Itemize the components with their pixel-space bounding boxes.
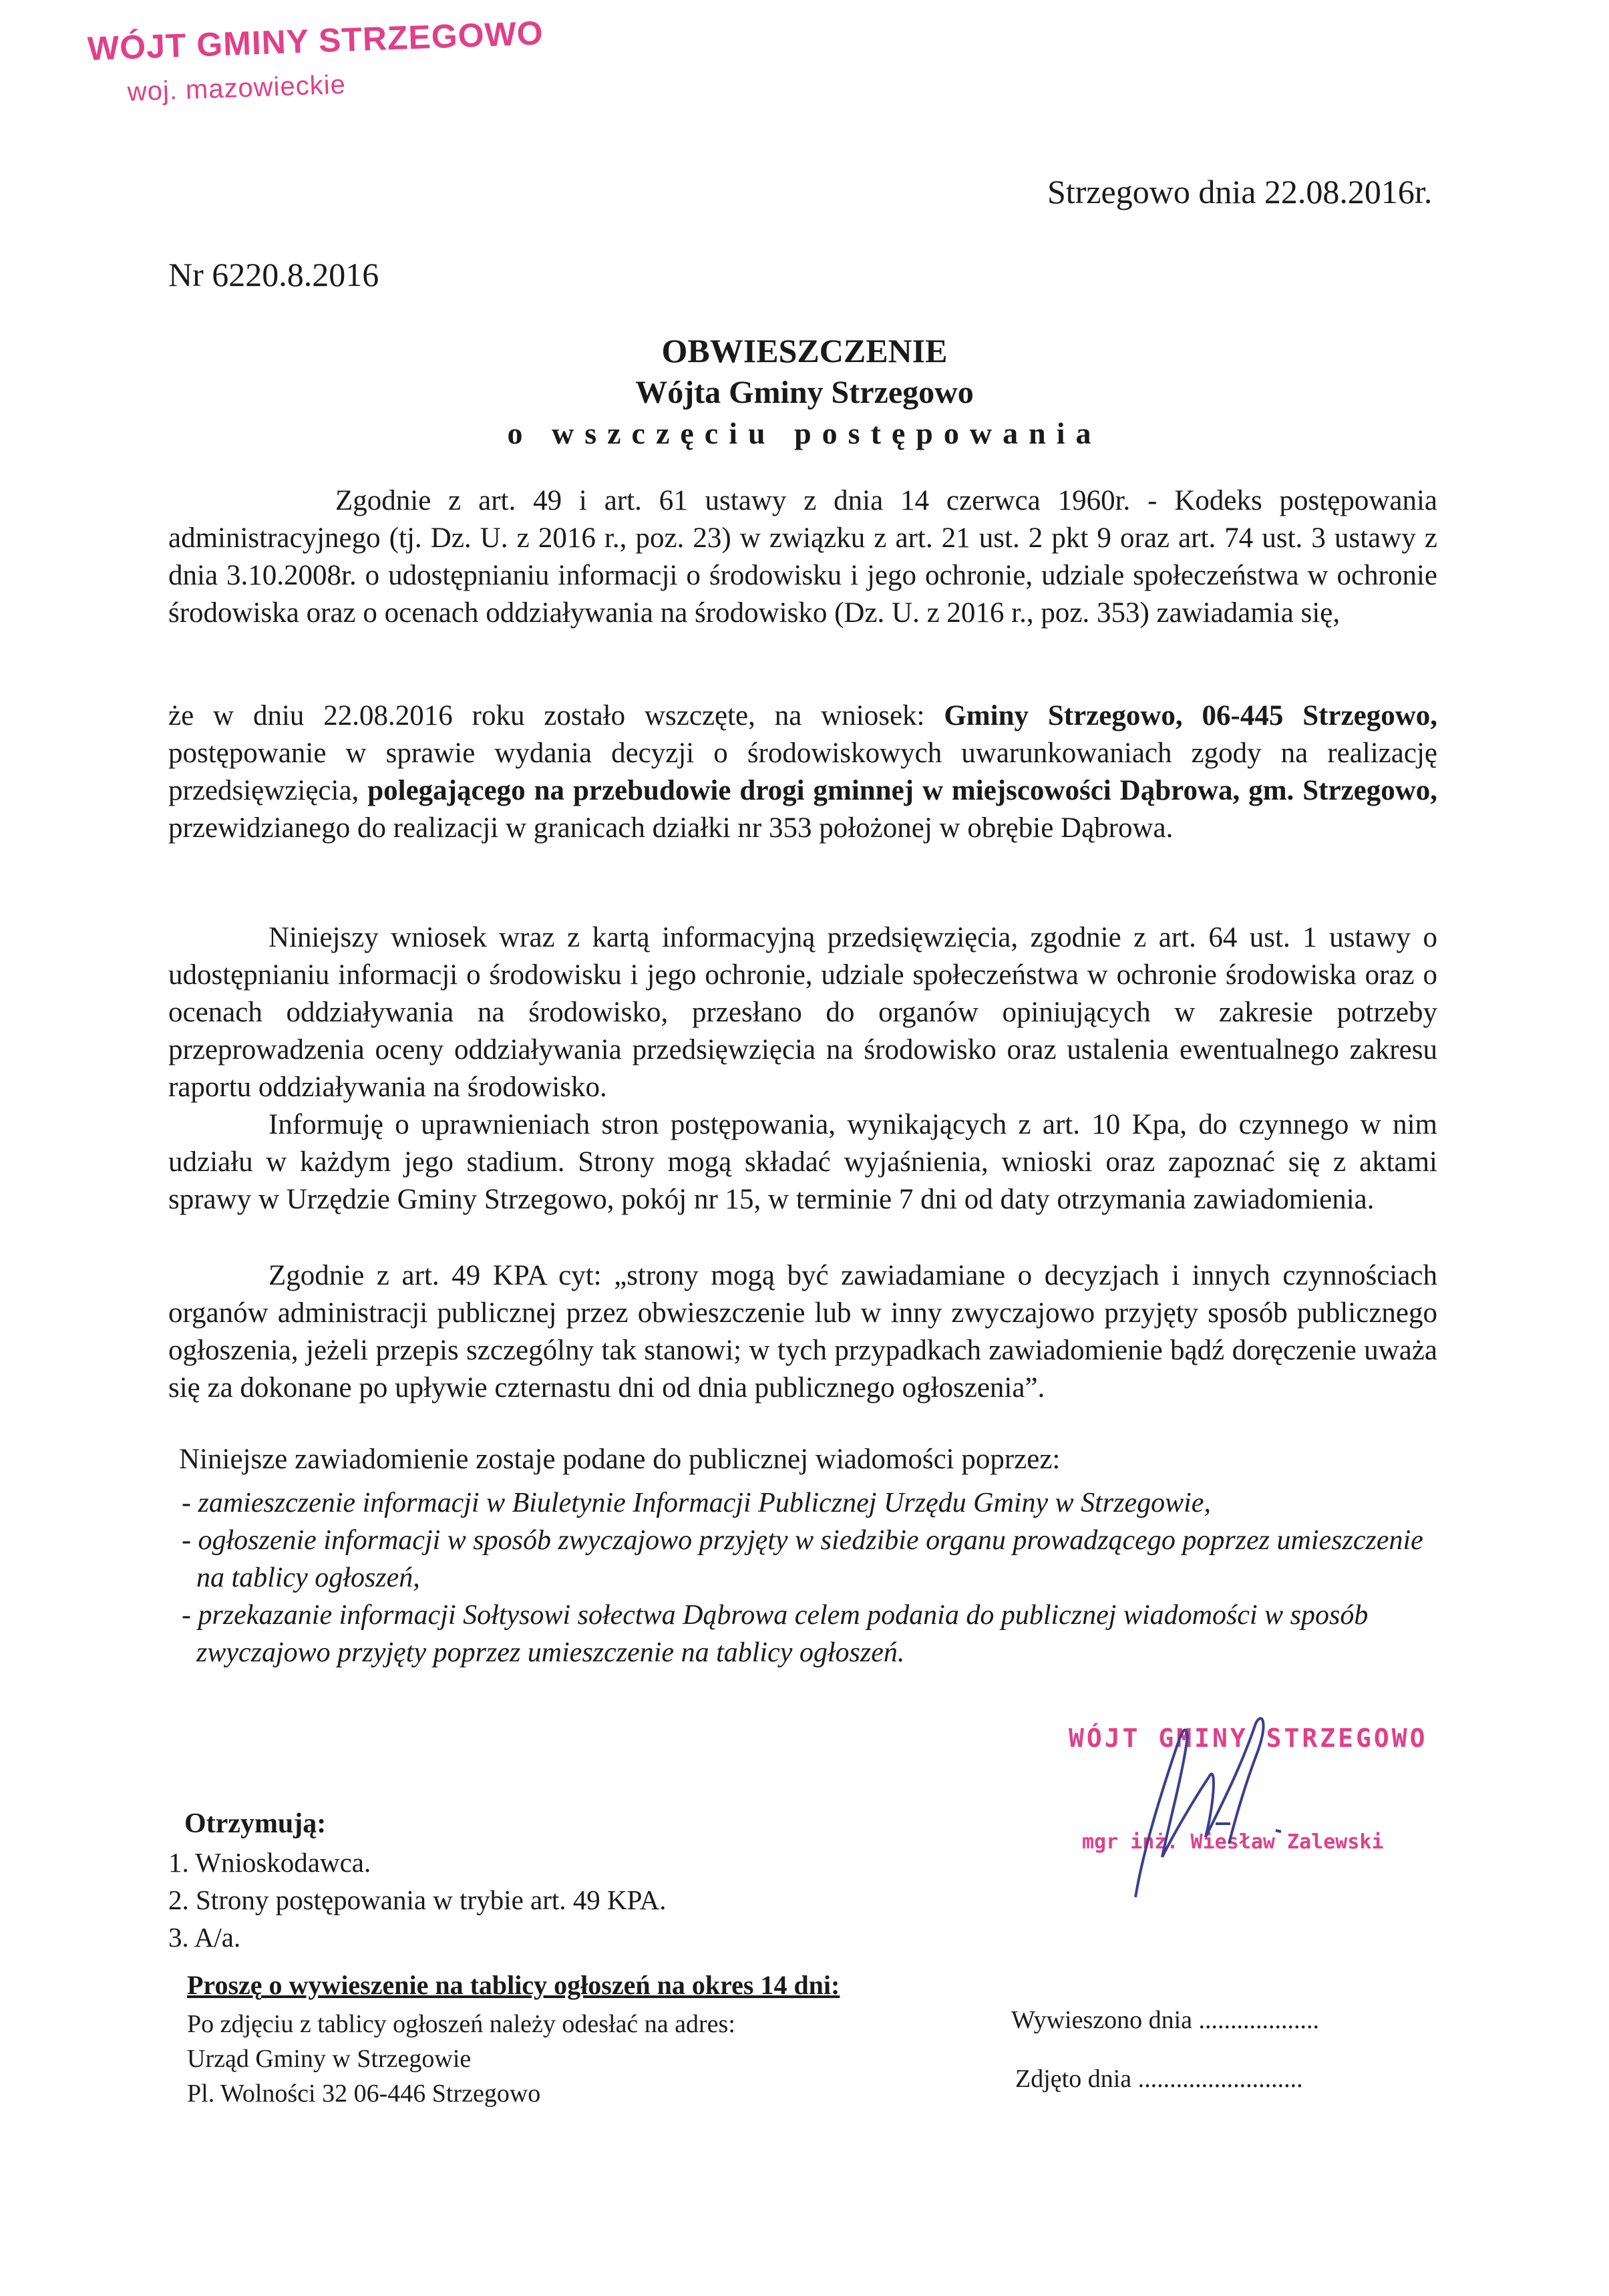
posted-date-field: Wywieszono dnia ................... (1011, 2006, 1320, 2034)
signature-stamp-title: WÓJT GMINY STRZEGOWO (1069, 1724, 1428, 1753)
notice-list (182, 1484, 1451, 1671)
p2-part-e: przewidzianego do realizacji w granicach działki nr 353 położonej w obrębie Dąbrowa. (168, 812, 1174, 844)
paragraph-art49-quote: Zgodnie z art. 49 KPA cyt: „strony mogą być zawiadamiane o decyzjach i innych czynnościach organów administracji publicznej przez obwieszczenie lub w inny zwyczajowo przyjęty sposób publicznego ogłoszenia, jeżeli przepis szczególny tak stanowi; w tych przypadkach zawiadomienie bądź doręczenie uważa się za dokonane po upływie czternastu dni od dnia publicznego ogłoszenia”. (168, 1260, 1437, 1404)
reference-number: Nr 6220.8.2016 (168, 256, 379, 293)
recipients-heading: Otrzymują: (184, 1808, 327, 1839)
recipient-item: 2. Strony postępowania w trybie art. 49 KPA. (168, 1884, 667, 1915)
document-subtitle: Wójta Gminy Strzegowo (635, 375, 974, 410)
paragraph-application: Niniejszy wniosek wraz z kartą informacyjną przedsięwzięcia, zgodnie z art. 64 ust. 1 ustawy o udostępnianiu informacji o środowisku i jego ochronie, udziale społeczeństwa w ochronie środowiska oraz o ocenach oddziaływania na środowisko, przesłano do organów opiniujących w zakresie potrzeby przeprowadzenia oceny oddziaływania przedsięwzięcia na środowisko oraz ustalenia ewentualnego zakresu raportu oddziaływania na środowisko. (168, 922, 1437, 1103)
p2-applicant: Gminy Strzegowo, 06-445 Strzegowo, (944, 700, 1437, 731)
document-subject: o wszczęciu postępowania (507, 416, 1102, 450)
recipient-item: 3. A/a. (168, 1922, 241, 1953)
return-note: Po zdjęciu z tablicy ogłoszeń należy odesłać na adres: (187, 2010, 735, 2038)
handwritten-signature (1055, 1697, 1336, 1917)
header-stamp-subtitle: woj. mazowieckie (127, 69, 347, 107)
recipient-item: 1. Wnioskodawca. (168, 1847, 371, 1878)
header-stamp-title: WÓJT GMINY STRZEGOWO (87, 14, 544, 67)
p2-project: polegającego na przebudowie drogi gminnej w miejscowości Dąbrowa, gm. Strzegowo, (367, 775, 1437, 806)
document-title: OBWIESZCZENIE (661, 332, 948, 369)
signature-stamp-name: mgr inż. Wiesław Zalewski (1082, 1830, 1384, 1854)
p2-part-c: postępowanie w sprawie wydania decyzji o środowiskowych uwarunkowaniach zgody na realizację przedsięwzięcia, (168, 737, 1437, 806)
notice-lead: Niniejsze zawiadomienie zostaje podane do publicznej wiadomości poprzez: (179, 1444, 1061, 1475)
address-line-2: Pl. Wolności 32 06-446 Strzegowo (187, 2080, 541, 2108)
return-address-block (187, 2007, 735, 2111)
notice-item: - ogłoszenie informacji w sposób zwyczajowo przyjęty w siedzibie organu prowadzącego poprzez umieszczenie na tablicy ogłoszeń, (182, 1525, 1423, 1593)
posting-request: Proszę o wywieszenie na tablicy ogłoszeń na okres 14 dni: (187, 1970, 840, 2000)
recipients-list (168, 1844, 667, 1956)
p2-part-a: że w dniu 22.08.2016 roku zostało wszczęte, na wniosek: (168, 700, 944, 731)
notice-item: - przekazanie informacji Sołtysowi sołectwa Dąbrowa celem podania do publicznej wiadomości w sposób zwyczajowo przyjęty poprzez umieszczenie na tablicy ogłoszeń. (182, 1600, 1369, 1668)
paragraph-legal-basis: Zgodnie z art. 49 i art. 61 ustawy z dnia 14 czerwca 1960r. - Kodeks postępowania administracyjnego (tj. Dz. U. z 2016 r., poz. 23) w związku z art. 21 ust. 2 pkt 9 oraz art. 74 ust. 3 ustawy z dnia 3.10.2008r. o udostępnianiu informacji o środowisku i jego ochronie, udziale społeczeństwa w ochronie środowiska oraz o ocenach oddziaływania na środowisko (Dz. U. z 2016 r., poz. 353) zawiadamia się, (168, 485, 1437, 629)
removed-date-field: Zdjęto dnia .......................... (1015, 2065, 1303, 2093)
paragraph-proceedings (168, 697, 1437, 847)
notice-item: - zamieszczenie informacji w Biuletynie Informacji Publicznej Urzędu Gminy w Strzegowie, (182, 1488, 1211, 1518)
address-line-1: Urząd Gminy w Strzegowie (187, 2045, 472, 2073)
paragraph-party-rights: Informuję o uprawnieniach stron postępowania, wynikających z art. 10 Kpa, do czynnego w nim udziału w każdym jego stadium. Strony mogą składać wyjaśnienia, wnioski oraz zapoznać się z aktami sprawy w Urzędzie Gminy Strzegowo, pokój nr 15, w terminie 7 dni od daty otrzymania zawiadomienia. (168, 1109, 1437, 1215)
document-date: Strzegowo dnia 22.08.2016r. (1047, 173, 1433, 210)
